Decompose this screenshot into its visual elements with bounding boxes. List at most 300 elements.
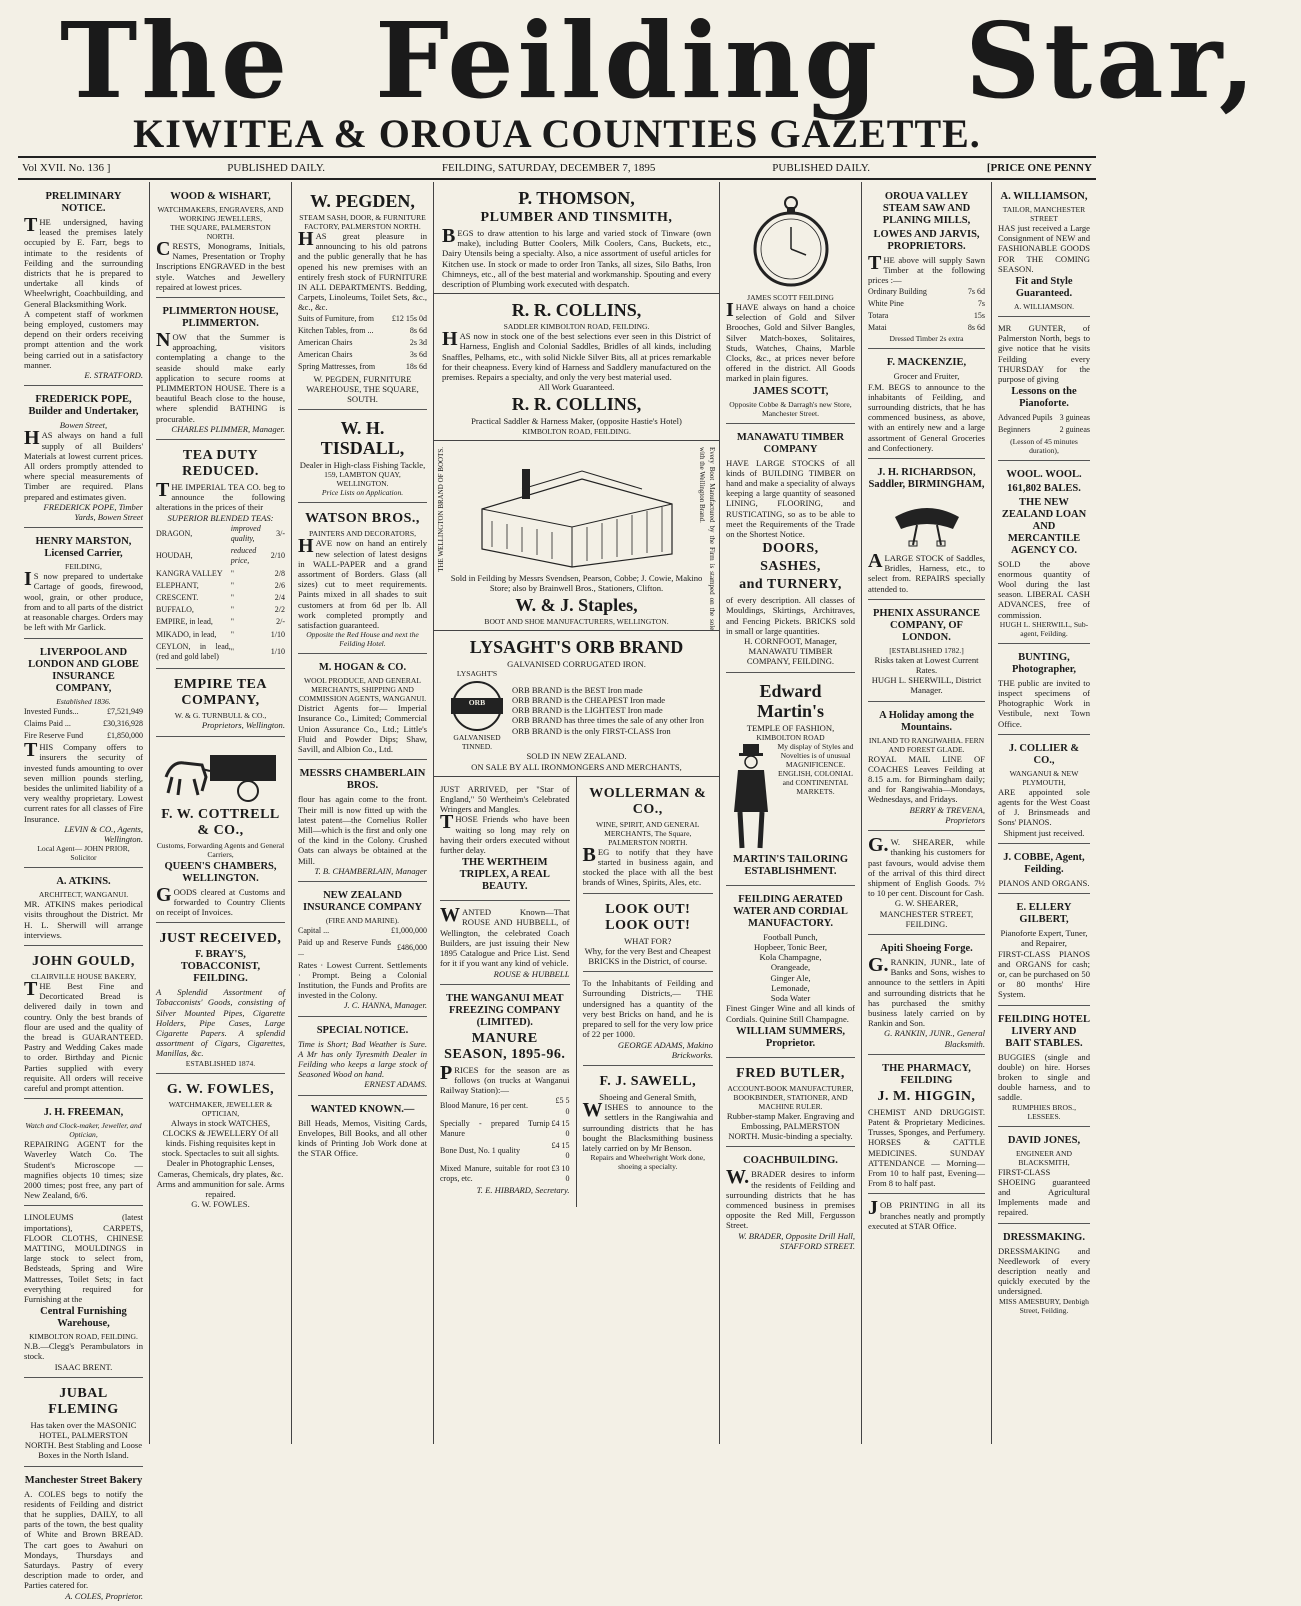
ad-subtitle: MANURE SEASON, 1895-96. <box>444 1030 566 1062</box>
ad-subtitle: Bowen Street, <box>59 420 108 431</box>
ad-text: HAS now in stock one of the best selections ever seen in this District of Harness, English and Colonial Saddles, Bridles of all kinds, including Snaffles, Pelhams, etc., with solid Nickle Silver Bits, all at prices remarkable for their cheapness. Every kind of Harness and Saddlery manufactured on the premises. Repairs a specialty, and only the very best material used. <box>442 328 711 383</box>
list-item: Ginger Ale, <box>770 972 811 983</box>
ad-note: (Lesson of 45 minutes duration), <box>1010 436 1078 455</box>
ad-text: MR GUNTER, of Palmerston North, begs to give notice that he visits Feilding every THURSDAY for the purpose of giving <box>998 323 1090 385</box>
ad-address: KIMBOLTON ROAD, FEILDING. <box>522 426 631 436</box>
ad-text: CHEMIST AND DRUGGIST. Patent & Proprietary Medicines. Trusses, Sponges, and Perfumery. HORSES & CATTLE MEDICINES. SUNDAY ATTENDANCE — Morning—From 10 to half past, Evening—From 8 to half past. <box>868 1106 985 1189</box>
table-cell: reduced price, <box>230 546 257 566</box>
watch-dial-text: JAMES SCOTT FEILDING <box>747 293 834 302</box>
ad-subtitle: PLUMBER AND TINSMITH, <box>480 210 673 225</box>
ad-title: F. W. COTTRELL & CO., <box>161 806 280 838</box>
ad-text: MR. ATKINS makes periodical visits throughout the District. Mr H. L. Sherwill will arrange interviews. <box>24 899 143 940</box>
ad-title: THE WANGANUI MEAT FREEZING COMPANY (LIMITED). <box>446 992 564 1028</box>
column-8 <box>992 182 1096 1444</box>
table-row <box>440 1163 570 1185</box>
ad-title: G. W. FOWLES, <box>166 1081 275 1097</box>
ad-subtitle: 161,802 BALES. <box>1007 482 1081 494</box>
ad-james-scott <box>726 186 855 424</box>
table-cell: Totara <box>868 311 889 321</box>
ad-subtitle: WOOL PRODUCE, AND GENERAL MERCHANTS, SHIPPING AND COMMISSION AGENTS, WANGANUI. <box>298 676 427 704</box>
wide-lower-columns <box>434 777 719 1207</box>
ad-manure <box>440 988 570 1200</box>
ad-address: QUEEN'S CHAMBERS, WELLINGTON. <box>164 860 277 884</box>
table-row <box>440 1140 570 1162</box>
ad-subtitle: TAILOR, MANCHESTER STREET <box>1002 205 1086 223</box>
ad-text: HAVE now on hand an entirely new selection of latest designs in WALL-PAPER and a grand assortment of Borders. Glass (all sizes) cut to meet requirements. Paints mixed in all shades to suit customers at from 6d per lb. All work completed promptly and satisfaction guaranteed. <box>298 535 427 631</box>
ad-subtitle: Established 1836. <box>56 696 111 706</box>
table-cell: American Chairs <box>298 338 353 348</box>
table-cell: Claims Paid ... <box>24 718 71 728</box>
ad-apiti-forge <box>868 938 985 1055</box>
list-item: DOORS, <box>762 541 819 557</box>
table-cell: Blood Manure, 16 per cent. <box>440 1101 528 1111</box>
ad-title: HENRY MARSTON, Licensed Carrier, <box>35 536 132 560</box>
price: [PRICE ONE PENNY <box>986 162 1092 174</box>
ad-note: Price Lists on Application. <box>321 488 404 498</box>
ad-john-gould <box>24 949 143 1099</box>
table-cell: 2/8 <box>274 568 285 578</box>
ad-text: HAS just received a Large Consignment of NEW and FASHIONABLE GOODS FOR THE COMING SEASON. <box>998 223 1090 274</box>
table-row <box>868 310 985 322</box>
ad-signature: G. W. FOWLES. <box>191 1199 250 1210</box>
ad-tea-duty <box>156 443 285 669</box>
list-item: Football Punch, <box>763 931 818 942</box>
table-cell: £486,000 <box>397 943 427 953</box>
ad-lysaght <box>434 631 719 777</box>
ad-text: Rates · Lowest Current. Settlements · Prompt. Being a Colonial Institution, the Funds and Profits are invested in the Colony. <box>298 959 427 1001</box>
ad-title: J. H. FREEMAN, <box>43 1107 124 1119</box>
timber-price-table <box>868 286 985 335</box>
ad-text: Why, for the very Best and Cheapest BRICKS in the District, of course. <box>584 945 711 967</box>
table-cell: Invested Funds... <box>24 706 79 716</box>
ad-signature: FREDERICK POPE, Timber Yards, Bowen Street <box>43 501 143 523</box>
table-cell: 2/4 <box>274 593 285 603</box>
ad-title: FEILDING AERATED WATER AND CORDIAL MANUFACTORY. <box>733 893 848 929</box>
ad-text: ALARGE STOCK of Saddles, Bridles, Harness, etc., to select from. REPAIRS specially attended to. <box>868 550 985 594</box>
list-item: Lemonade, <box>771 982 810 993</box>
side-label-right: Every Boot Manufactured by the Firm is stamped on the sole with the Wellington Brand. <box>697 446 716 631</box>
table-cell: Beginners <box>998 425 1031 435</box>
ad-text: THIS Company offers to insurers the security of invested funds amounting to over seven million pounds sterling, besides the unlimited liability of a very wealthy proprietary. Lowest current rates for all classes of Fire Insurance. <box>24 739 143 824</box>
ad-text: My display of Styles and Novelties is of unusual MAGNIFICENCE. ENGLISH, COLONIAL and CONTINENTAL MARKETS. <box>777 741 854 796</box>
table-cell: Capital ... <box>298 925 330 935</box>
ad-richardson <box>868 462 985 600</box>
ad-special-notice <box>298 1020 427 1096</box>
ad-title: JUBAL FLEMING <box>48 1385 119 1417</box>
table-cell: HOUDAH, <box>156 551 193 561</box>
orb-logo <box>442 669 512 751</box>
ad-title: THE WERTHEIM TRIPLEX, A REAL BEAUTY. <box>459 857 550 893</box>
table-cell: £1,850,000 <box>107 730 143 740</box>
ad-title: FRED BUTLER, <box>736 1065 845 1081</box>
ad-fred-butler <box>726 1061 855 1148</box>
ad-signature: W. PEGDEN, FURNITURE WAREHOUSE, THE SQUARE, SOUTH. <box>306 373 419 405</box>
ad-subtitle: WANGANUI & NEW PLYMOUTH, <box>1009 768 1079 787</box>
table-cell: £5 5 0 <box>555 1096 570 1116</box>
ad-text: Has taken over the MASONIC HOTEL, PALMERSTON NORTH. Best Stabling and Loose Boxes in the North Island. <box>24 1419 143 1461</box>
ad-text: A Splendid Assortment of Tobacconists' Goods, consisting of Silver Mounted Pipes, Cigarette Holders, Pipe Cases, Large Cigarette Papers. A splendid assortment of Cigars, Cigarettes, Manillas, &c. <box>156 987 285 1059</box>
ad-text: Risks taken at Lowest Current Rates. <box>874 654 979 676</box>
ad-williamson <box>998 186 1090 317</box>
ad-wool-loan <box>998 464 1090 644</box>
ad-title: A. WILLIAMSON, <box>1000 191 1088 202</box>
ad-subtitle: F. BRAY'S, TOBACCONIST, FEILDING. <box>180 949 261 985</box>
ad-title: JOHN GOULD, <box>32 953 135 969</box>
ad-frederick-pope <box>24 389 143 528</box>
ad-signature: T. E. HIBBARD, Secretary. <box>476 1184 570 1195</box>
ad-address: THE SQUARE, PALMERSTON NORTH. <box>170 223 271 241</box>
ad-text: FIRST-CLASS PIANOS and ORGANS for cash; or, can be purchased on 50 or 80 months' Hire System. <box>998 948 1090 1000</box>
list-item: ORB BRAND is the BEST Iron made <box>512 684 643 695</box>
ad-subtitle: ENGINEER AND BLACKSMITH, <box>1016 1148 1072 1167</box>
ad-text: Rubber-stamp Maker. Engraving and Embossing, PALMERSTON NORTH. Music-binding a specialty. <box>726 1110 855 1142</box>
ad-note: Fit and Style Guaranteed. <box>1015 276 1073 300</box>
ad-title: P. THOMSON, <box>518 188 635 208</box>
ad-text: HAS great pleasure in announcing to his old patrons and the public generally that he has opened his new premises with an entirely fresh stock of FURNITURE IN ALL DEPARTMENTS. Bedding, Carpets, Linoleums, Toilet Sets, &c., &c., &c. <box>298 228 427 313</box>
saddle-illustration <box>887 495 967 549</box>
ad-subtitle: Customs, Forwarding Agents and General Carriers, <box>156 840 285 859</box>
table-cell: 3/- <box>276 528 285 538</box>
ad-text: Time is Short; Bad Weather is Sure. A Mr has only Tyresmith Dealer in Feilding who keeps a large stock of Seasoned Wood on hand. <box>298 1038 427 1080</box>
volume-number: Vol XVII. No. 136 ] <box>22 162 111 174</box>
ad-note: All Work Guaranteed. <box>538 382 615 393</box>
list-item: Orangeade, <box>770 962 811 973</box>
ad-title: EMPIRE TEA COMPANY, <box>173 677 268 709</box>
ad-title: SPECIAL NOTICE. <box>316 1024 409 1036</box>
ad-title: W. H. TISDALL, <box>320 418 405 459</box>
martin-body <box>726 742 855 852</box>
masthead-word-2: Feilding <box>375 0 882 122</box>
ad-text: HAS always on hand a full supply of all Builders' Materials at lowest current prices. All orders promptly attended to where special measurements of Timber are required. Plans prepared and estimates given. <box>24 427 143 502</box>
ad-subtitle: Grocer and Fruiter, <box>893 371 960 382</box>
ad-subtitle: WATCHMAKER, JEWELLER & OPTICIAN, <box>168 1099 273 1118</box>
ad-edward-martin <box>726 676 855 886</box>
ad-title: LOOK OUT! LOOK OUT! <box>605 901 691 933</box>
table-cell: Ordinary Building <box>868 286 927 296</box>
table-row <box>998 412 1090 424</box>
table-row <box>24 730 143 742</box>
ad-preliminary-notice <box>24 186 143 386</box>
ad-text: SOLD the above enormous quantity of Wool during the last season. LIBERAL CASH ADVANCES, free of commission. <box>998 558 1090 620</box>
ad-text: Sold in Feilding by Messrs Svendsen, Pearson, Cobbe; J. Cowie, Makino Store; also by Brainwell Bros., Stationers, Clifton. <box>450 572 703 593</box>
ad-text: THE above will supply Sawn Timber at the following prices :— <box>868 252 985 286</box>
ad-job-printing <box>868 1197 985 1236</box>
table-cell: MIKADO, in lead, <box>156 629 217 639</box>
table-cell: BUFFALO, <box>156 605 194 615</box>
ad-title: DAVID JONES, <box>1007 1134 1081 1146</box>
table-cell: Mixed Manure, suitable for root crops, etc. <box>440 1163 550 1183</box>
ad-title: LYSAGHT'S ORB BRAND <box>469 637 684 658</box>
ad-david-jones <box>998 1130 1090 1224</box>
list-item: Hopbeer, Tonic Beer, <box>753 942 827 953</box>
table-row <box>298 349 427 361</box>
table-row <box>24 718 143 730</box>
ad-watson-bros <box>298 506 427 654</box>
ad-freeman <box>24 1102 143 1206</box>
ad-bunting <box>998 647 1090 735</box>
ad-text: BUGGIES (single and double) on hire. Horses broken to single and double harness, and to saddle. <box>998 1051 1090 1103</box>
ad-signature: RUMPHIES BROS., LESSEES. <box>1012 1102 1076 1121</box>
ad-title: F. MACKENZIE, <box>886 357 967 369</box>
ad-gilbert <box>998 897 1090 1005</box>
wide-lower-right <box>577 777 720 1207</box>
ad-wertheim <box>440 781 570 901</box>
ad-text: District Agents for— Imperial Insurance Co., Limited; Commercial Union Assurance Co., Ltd.; Little's Fluid and Powder Dips; Shaw, Savill, and Albion Co., Ltd. <box>298 703 427 755</box>
ad-text: THE public are invited to inspect specimens of Photographic Work in Vestibule, next Town Office. <box>998 677 1090 729</box>
table-cell: 2/6 <box>274 580 285 590</box>
ad-hogan <box>298 657 427 760</box>
ad-title: BUNTING, Photographer, <box>1011 651 1077 675</box>
ad-manchester-bakery <box>24 1470 143 1606</box>
ad-title: A. ATKINS. <box>56 876 111 888</box>
wide-lower-left <box>434 777 577 1207</box>
published-left: PUBLISHED DAILY. <box>227 162 325 174</box>
ad-pharmacy <box>868 1058 985 1195</box>
ad-title: FEILDING HOTEL LIVERY AND BAIT STABLES. <box>998 1013 1090 1049</box>
table-row <box>298 325 427 337</box>
table-cell: Bone Dust, No. 1 quality <box>440 1146 520 1156</box>
table-cell: " <box>230 580 235 590</box>
ad-title: COACHBUILDING. <box>743 1155 838 1167</box>
table-cell: Specially - prepared Turnip Manure <box>440 1118 550 1138</box>
list-item: ORB BRAND is the only FIRST-CLASS Iron <box>512 725 671 736</box>
ad-signature: Proprietors, Wellington. <box>201 720 285 731</box>
table-cell: 1/10 <box>270 629 285 639</box>
ad-text: THE IMPERIAL TEA CO. beg to announce the following alterations in the prices of their <box>156 479 285 513</box>
ad-dressmaking <box>998 1227 1090 1320</box>
ad-signature: ISAAC BRENT. <box>54 1361 113 1372</box>
ad-wanted-known-printing <box>298 1099 427 1164</box>
table-row <box>156 629 285 641</box>
ad-subtitle: GALVANISED CORRUGATED IRON. <box>507 659 646 670</box>
table-row <box>868 286 985 298</box>
ad-text: FIRST-CLASS SHOEING guaranteed and Agricultural Implements made and repaired. <box>998 1166 1090 1218</box>
gentleman-figure-illustration <box>726 742 776 852</box>
ad-title: WOOD & WISHART, <box>170 191 271 202</box>
ad-subtitle: FEILDING, <box>65 562 102 572</box>
ad-title: PLIMMERTON HOUSE, PLIMMERTON. <box>162 306 279 330</box>
column-wide <box>434 182 720 1444</box>
ad-title: PRELIMINARY NOTICE. <box>45 191 122 214</box>
ad-text: A competent staff of workmen being employed, customers may depend on their orders receiving prompt attention and the work being carried out in a satisfactory manner. <box>24 308 143 370</box>
ad-local-agent: Local Agent— JOHN PRIOR, Solicitor <box>37 844 130 863</box>
ad-subtitle: LOWES AND JARVIS, PROPRIETORS. <box>873 229 980 252</box>
table-row <box>156 616 285 628</box>
ad-text: flour has again come to the front. Their mill is now fitted up with the latest patent—the Cornelius Roller Mill—which is the first and only one of the kind in the Colony. Crushed Oats can always be obtained at the Mill. <box>298 794 427 866</box>
ad-title: Apiti Shoeing Forge. <box>880 942 973 954</box>
table-cell: EMPIRE, in lead, <box>156 617 213 627</box>
ad-title: THE PHARMACY, FEILDING <box>882 1062 971 1086</box>
ad-note: ESTABLISHED 1874. <box>185 1058 256 1068</box>
ad-title: J. H. RICHARDSON, Saddler, BIRMINGHAM, <box>868 467 985 491</box>
ad-text: LINOLEUMS (latest importations), CARPETS, FLOOR CLOTHS, CHINESE MATTING, MOULDINGS in large stock to select from, Bedsteads, Spring and Wire Mattresses, Toilet Sets; in fact everything required for Furnishing at the <box>24 1212 143 1305</box>
ad-aerated-water <box>726 889 855 1058</box>
column-2 <box>150 182 292 1444</box>
ad-title: Lessons on the Pianoforte. <box>1011 386 1077 410</box>
table-row <box>156 545 285 567</box>
ad-signature: A. COLES, Proprietor. <box>65 1590 143 1601</box>
ad-title: W. PEGDEN, <box>310 191 415 211</box>
ad-plimmerton-house <box>156 301 285 440</box>
table-cell: 7s 6d <box>967 286 985 296</box>
ad-henry-marston <box>24 531 143 638</box>
table-row <box>298 925 427 937</box>
ad-text: W.BRADER desires to inform the residents of Feilding and surrounding districts that he has commenced business in premises opposite the Red Mill, Fergusson Street. <box>726 1166 855 1231</box>
ad-staples <box>434 441 719 631</box>
table-row <box>156 568 285 580</box>
table-cell: American Chairs <box>298 350 353 360</box>
pocket-watch-illustration <box>746 193 836 289</box>
ad-oroua-sawmill <box>868 186 985 349</box>
ad-signature: W. BRADER, Opposite Drill Hall, STAFFORD STREET. <box>738 1230 855 1251</box>
table-cell: £7,521,949 <box>107 706 143 716</box>
ad-text: Dealer in High-class Fishing Tackle, <box>299 460 426 471</box>
ad-signature: KIMBOLTON ROAD, FEILDING. <box>29 1332 138 1342</box>
ad-title: A Holiday among the Mountains. <box>879 709 974 733</box>
table-cell: CEYLON, in lead, (red and gold label) <box>156 641 231 662</box>
ad-text: GOODS cleared at Customs and forwarded to Country Clients on receipt of Invoices. <box>156 883 285 917</box>
table-cell: £3 10 0 <box>551 1163 570 1183</box>
table-cell: 7s <box>977 298 985 308</box>
ad-signature: E. STRATFORD. <box>84 370 143 381</box>
ad-note: Repairs and Wheelwright Work done, shoeing a specialty. <box>590 1153 705 1172</box>
orb-text: ORB <box>468 698 486 708</box>
table-cell: " <box>230 593 235 603</box>
masthead-title <box>18 0 1260 122</box>
table-cell: ELEPHANT, <box>156 580 199 590</box>
ad-note: Shipment just received. <box>1003 827 1085 838</box>
table-cell: £12 15s 0d <box>391 313 427 323</box>
ad-signature: HUGH L. SHERWILL, Sub-agent, Feilding. <box>999 619 1089 638</box>
tea-price-table <box>156 523 285 663</box>
table-row <box>298 937 427 959</box>
ad-collier <box>998 738 1090 844</box>
ad-hotel-livery <box>998 1009 1090 1127</box>
ad-title: WOOL. WOOL. <box>1006 468 1082 480</box>
ad-title: E. ELLERY GILBERT, <box>1016 902 1072 926</box>
ad-text: of every description. All classes of Mouldings, Skirtings, Architraves, and Fencing Pickets. BRICKS sold in small or large quantities. <box>726 595 855 636</box>
table-cell: KANGRA VALLEY <box>156 568 223 578</box>
ad-linoleums <box>24 1209 143 1377</box>
ad-text: A. COLES begs to notify the residents of Feilding and district that he supplies, DAILY, to all parts of the town, the best quality of White and Brown BREAD. The cart goes to Awahuri on Mondays, Thursdays and Saturdays. Pastry of every description made to order, and Parties catered for. <box>24 1488 143 1591</box>
ad-text: To the Inhabitants of Feilding and Surrounding Districts,— THE undersigned has a quantity of the very best Bricks on hand, and he is prepared to sell for the very low price of 22 per 1000. <box>582 978 713 1040</box>
table-cell: £4 15 0 <box>551 1118 570 1138</box>
ad-title: FREDERICK POPE, Builder and Undertaker, <box>28 394 139 418</box>
ad-title: R. R. COLLINS, <box>511 300 642 321</box>
ad-subtitle: BOOT AND SHOE MANUFACTURERS, WELLINGTON. <box>484 617 669 627</box>
table-cell: £4 15 0 <box>551 1141 570 1161</box>
ad-royal-mail-coaches <box>868 705 985 831</box>
ad-pegden <box>298 186 427 410</box>
table-row <box>868 322 985 334</box>
ad-text: F.M. BEGS to announce to the inhabitants of Feilding, and surrounding districts, that he has commenced business, as above, with an entirely new and a large assortment of General Groceries and Confectionery. <box>868 381 985 453</box>
ad-title: Manchester Street Bakery <box>24 1474 143 1486</box>
list-item: Soda Water <box>770 993 811 1004</box>
ad-jubal-fleming <box>24 1381 143 1467</box>
ad-subtitle: ACCOUNT-BOOK MANUFACTURER, BOOKBINDER, STATIONER, AND MACHINE RULER. <box>727 1083 854 1111</box>
ad-signature: T. B. CHAMBERLAIN, Manager <box>314 865 427 876</box>
ad-collins <box>434 294 719 440</box>
ad-subtitle: PAINTERS AND DECORATORS, <box>309 529 416 539</box>
ad-subtitle: Pianoforte Expert, Tuner, and Repairer, <box>1000 928 1088 949</box>
table-cell: Suits of Furniture, from <box>298 313 374 323</box>
ad-subtitle: Watch and Clock-maker, Jeweller, and Optician, <box>25 1121 142 1140</box>
ad-note: SOLD IN NEW ZEALAND. <box>526 751 627 762</box>
ad-signature: HUGH L. SHERWILL, District Manager. <box>871 675 982 696</box>
ad-thomson <box>434 182 719 294</box>
table-cell: " <box>230 617 235 627</box>
ad-signature: LEVIN & CO., Agents, Wellington. <box>64 823 143 844</box>
ad-text: Bill Heads, Memos, Visiting Cards, Envelopes, Bill Books, and all other kinds of Printing Job Work done at the STAR Office. <box>298 1117 427 1159</box>
table-cell: 15s <box>973 311 985 321</box>
ad-signature: CHARLES PLIMMER, Manager. <box>171 423 285 434</box>
table-cell: DRAGON, <box>156 528 193 538</box>
ad-text: Always in stock WATCHES, CLOCKS & JEWELLERY Of all kinds. Fishing requisites kept in stock. Spectacles to suit all sights. Dealer in Photographic Lenses, Cameras, Chemicals, dry plates, &c. Arms and ammunition for sale. Arms repaired. <box>156 1117 285 1199</box>
ad-text: G.W. SHEARER, while thanking his customers for past favours, would advise them of the arrival of this third direct shipment of English Goods. 7½ to 10 per cent. Discount for Cash. <box>868 834 985 899</box>
ad-signature: ROUSE & HUBBELL <box>493 968 570 979</box>
ad-address: Opposite Cobbe & Darragh's new Store, Manchester Street. <box>729 399 852 418</box>
table-cell: £30,316,928 <box>103 718 143 728</box>
column-3 <box>292 182 434 1444</box>
table-cell: 2/10 <box>270 551 285 561</box>
ad-cottrell <box>156 740 285 924</box>
table-cell: Kitchen Tables, from ... <box>298 325 374 335</box>
list-item: and TURNERY, <box>739 577 842 593</box>
table-row <box>868 298 985 310</box>
masthead <box>18 0 1260 156</box>
published-right: PUBLISHED DAILY. <box>772 162 870 174</box>
ad-wood-wishart <box>156 186 285 298</box>
ad-text: CRESTS, Monograms, Initials, Names, Presentation or Trophy Inscriptions ENGRAVED in the best style. Watches and Jewellery repaired at lowest prices. <box>156 238 285 292</box>
ad-subtitle: CLAIRVILLE HOUSE BAKERY, <box>31 971 136 981</box>
table-cell: 8s 6d <box>409 325 427 335</box>
table-row <box>156 580 285 592</box>
ad-title: F. J. SAWELL, <box>599 1073 697 1089</box>
ad-subtitle: Shoeing and General Smith, <box>599 1091 697 1102</box>
ad-phenix-assurance <box>868 603 985 702</box>
ad-text: THE undersigned, having leased the premises lately occupied by E. Farr, begs to intimate to the residents of Feilding and the surrounding districts that he is prepared to undertake all kinds of Wheelwright, Coachbuilding, and General Blacksmithing Work. <box>24 214 143 309</box>
ad-text: BEGS to draw attention to his large and varied stock of Tinware (own make), including Butter Coolers, Milk Coolers, Cans, Buckets, etc., Dairy Utensils being a specialty. Also, a nice assortment of useful articles for Kitchen use. In stock or made to order Iron Tanks, all sizes, Silo Baths, Iron Chimneys, etc., all of the best material and workmanship. Spouting and every description of Plumbing work executed with despatch. <box>442 225 711 290</box>
side-label-left: THE WELLINGTON BRAND OF BOOTS. <box>437 446 445 572</box>
ad-text: BEG to notify that they have started in business again, and stocked the place with all the best brands of Wines, Spirits, Ales, etc. <box>582 843 713 888</box>
ad-tisdall <box>298 413 427 503</box>
ad-text: NOW that the Summer is approaching, visitors contemplating a change to the seaside should make early application to secure rooms at PLIMMERTON HOUSE. There is a beautiful Beach close to the house, where splendid BATHING is procurable. <box>156 329 285 424</box>
ad-liverpool-insurance <box>24 642 143 869</box>
ad-text: WISHES to announce to the settlers in the Rangiwahia and surrounding districts that he has bought the Blacksmithing business lately carried on by Mr Benson. <box>582 1099 713 1153</box>
ad-signature: JAMES SCOTT, <box>752 385 829 397</box>
ad-signature: H. CORNFOOT, Manager, MANAWATU TIMBER COMPANY, FEILDING. <box>744 636 837 667</box>
ad-nz-insurance <box>298 885 427 1017</box>
ad-signature: ERNEST ADAMS. <box>364 1079 427 1090</box>
list-item: ORB BRAND is the CHEAPEST Iron made <box>512 695 666 706</box>
table-cell: 2 guineas <box>1059 425 1090 435</box>
ad-title: Central Furnishing Warehouse, <box>40 1306 127 1330</box>
table-cell: 2/2 <box>274 605 285 615</box>
ad-empire-tea <box>156 672 285 736</box>
ad-title: THE NEW ZEALAND LOAN AND MERCANTILE AGENCY CO. <box>1001 496 1087 556</box>
ad-text: WANTED Known—That ROUSE AND HUBBELL, of Wellington, the celebrated Coach Builders, are just issuing their New 1895 Catalogue and Price List. Send for it if you want any kind of vehicle. <box>440 904 570 969</box>
ad-text: IS now prepared to undertake Cartage of goods, firewood, wool, grain, or other produce, from and to all parts of the district at reasonable charges. Orders may be left with Mr Garlick. <box>24 568 143 633</box>
ad-bricks <box>583 975 714 1066</box>
capital-table <box>298 925 427 960</box>
ad-subtitle: TEMPLE OF FASHION, <box>746 722 835 733</box>
ad-signature: GEORGE ADAMS, Makino Brickworks. <box>617 1039 713 1060</box>
table-cell: White Pine <box>868 298 904 308</box>
logo-label: LYSAGHT'S <box>456 669 498 679</box>
ad-title: M. HOGAN & CO. <box>318 662 407 674</box>
ad-title: WOLLERMAN & CO., <box>589 785 707 817</box>
ad-subtitle: J. M. HIGGIN, <box>877 1088 976 1104</box>
